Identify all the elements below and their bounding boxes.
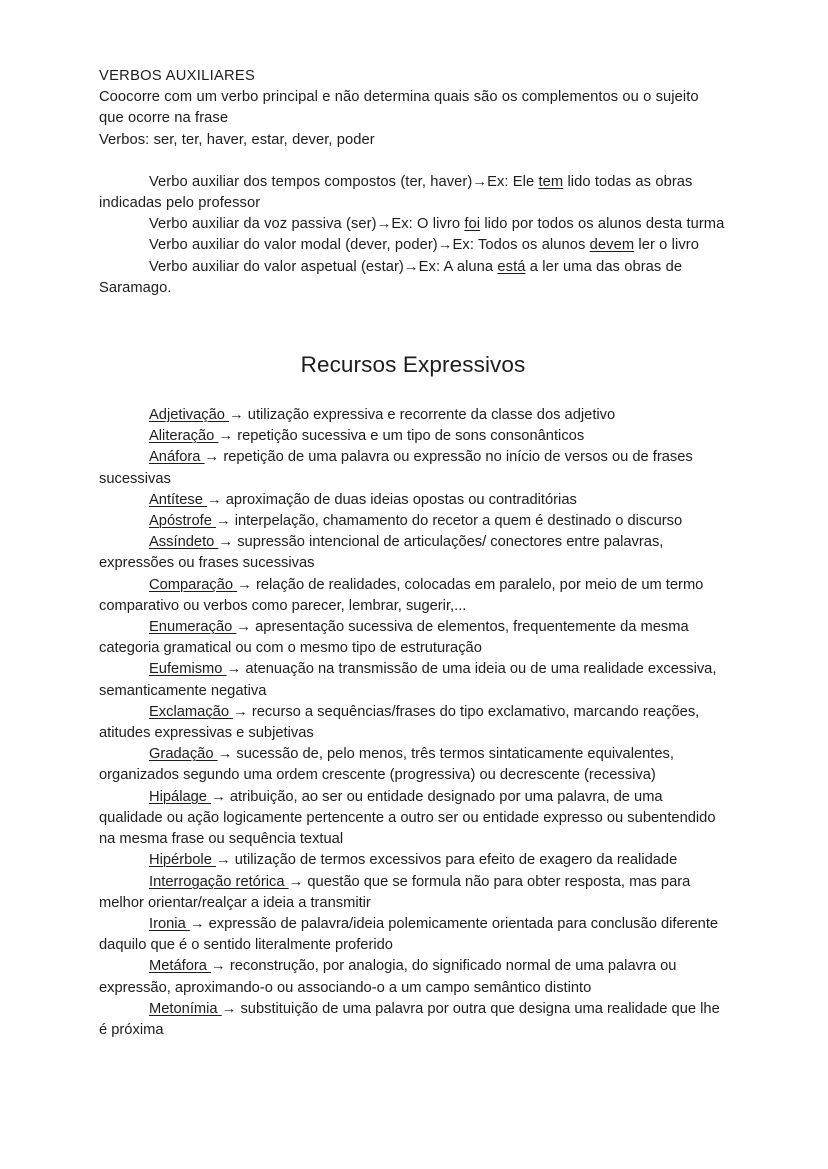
device-entry (99, 426, 727, 447)
arrow-icon: → (215, 513, 235, 530)
auxiliary-verb-example-prefix: Ex: Todos os alunos (452, 237, 590, 254)
device-definition: aproximação de duas ideias opostas ou contraditórias (225, 491, 577, 508)
arrow-icon: → (221, 1000, 241, 1017)
device-entry (99, 850, 727, 871)
device-definition: utilização de termos excessivos para efeito de exagero da realidade (234, 852, 678, 869)
auxiliary-verb-example-emphasis: está (497, 258, 526, 275)
device-entry (99, 956, 727, 998)
arrow-icon: → (206, 491, 226, 508)
arrow-icon: → (217, 746, 237, 763)
device-entry (99, 744, 727, 786)
device-definition: supressão intencional de articulações/ conectores entre palavras, expressões ou frases sucessivas (99, 534, 664, 572)
arrow-icon: → (236, 619, 256, 636)
device-term: Metonímia (149, 1000, 222, 1017)
auxiliary-verb-example-suffix: lido por todos os alunos desta turma (480, 216, 725, 233)
section-title-block (99, 351, 727, 379)
auxiliary-verb-example-prefix: Ex: O livro (391, 216, 465, 233)
arrow-icon: → (211, 958, 230, 975)
arrow-icon: → (233, 703, 252, 720)
device-entry (99, 787, 727, 851)
arrow-icon: → (376, 216, 392, 233)
device-term: Hipálage (149, 788, 212, 805)
device-term: Assíndeto (149, 534, 219, 551)
auxiliary-verb-item (99, 235, 727, 256)
device-entry (99, 659, 727, 701)
arrow-icon: → (218, 428, 238, 445)
device-term: Gradação (149, 746, 218, 763)
device-term: Adjetivação (149, 407, 230, 424)
device-definition: repetição de uma palavra ou expressão no início de versos ou de frases sucessivas (99, 449, 693, 487)
auxiliary-verbs-heading: VERBOS AUXILIARES (99, 68, 256, 84)
device-term: Exclamação (149, 703, 234, 720)
spacer (99, 151, 727, 172)
section-expressive-resources (99, 351, 727, 1041)
device-definition: utilização expressiva e recorrente da classe dos adjetivo (247, 407, 616, 424)
auxiliary-verbs-items (99, 172, 727, 299)
auxiliary-verb-label: Verbo auxiliar da voz passiva (ser) (149, 216, 377, 233)
arrow-icon: → (204, 449, 224, 466)
device-definition: recurso a sequências/frases do tipo exclamativo, marcando reações, atitudes expressivas e subjetivas (99, 703, 700, 742)
device-term: Eufemismo (149, 661, 227, 678)
device-definition: relação de realidades, colocadas em paralelo, por meio de um termo comparativo ou verbos como parecer, lembrar, sugerir,... (99, 576, 704, 614)
device-entry (99, 872, 727, 914)
auxiliary-verb-example-suffix: a ler uma das obras de Saramago. (99, 258, 683, 296)
arrow-icon: → (437, 237, 453, 254)
auxiliary-verb-label: Verbo auxiliar do valor modal (dever, poder) (149, 237, 438, 254)
expressive-devices-list (99, 405, 727, 1041)
device-term: Interrogação retórica (149, 873, 289, 890)
arrow-icon: → (218, 534, 238, 551)
auxiliary-verb-item (99, 172, 727, 214)
device-entry (99, 702, 727, 744)
device-entry (99, 575, 727, 617)
auxiliary-verb-label: Verbo auxiliar dos tempos compostos (ter, haver) (149, 173, 473, 190)
arrow-icon: → (472, 173, 488, 190)
device-definition: repetição sucessiva e um tipo de sons consonânticos (237, 428, 585, 445)
arrow-icon: → (237, 576, 256, 593)
arrow-icon: → (229, 407, 248, 424)
auxiliary-verb-label: Verbo auxiliar do valor aspetual (estar) (149, 258, 404, 275)
arrow-icon: → (215, 852, 235, 869)
document-content (99, 66, 727, 1041)
device-definition: reconstrução, por analogia, do significado normal de uma palavra ou expressão, aproximando-o ou associando-o a um campo semântico distinto (99, 958, 677, 996)
device-entry (99, 447, 727, 489)
device-definition: atenuação na transmissão de uma ideia ou de uma realidade excessiva, semanticamente negativa (99, 661, 717, 699)
arrow-icon: → (211, 788, 230, 805)
device-definition: questão que se formula não para obter resposta, mas para melhor orientar/realçar a ideia a transmitir (99, 873, 691, 911)
device-entry (99, 490, 727, 511)
device-term: Aliteração (149, 428, 219, 445)
arrow-icon: → (288, 873, 308, 890)
auxiliary-verb-example-suffix: ler o livro (634, 237, 699, 254)
auxiliary-verbs-definition: Coocorre com um verbo principal e não determina quais são os complementos ou o sujeito que ocorre na frase (99, 89, 699, 127)
device-definition: expressão de palavra/ideia polemicamente orientada para conclusão diferente daquilo que é o sentido literalmente proferido (99, 915, 719, 954)
device-entry (99, 617, 727, 659)
device-term: Comparação (149, 576, 238, 593)
section-auxiliary-verbs (99, 66, 727, 299)
device-term: Anáfora (149, 449, 205, 466)
auxiliary-verb-example-prefix: Ex: A aluna (418, 258, 498, 275)
arrow-icon: → (403, 258, 419, 275)
device-term: Metáfora (149, 958, 212, 975)
auxiliary-verb-example-prefix: Ex: Ele (487, 173, 539, 190)
device-entry (99, 532, 727, 574)
device-term: Hipérbole (149, 852, 216, 869)
auxiliary-verb-item (99, 257, 727, 299)
device-entry (99, 405, 727, 426)
auxiliary-verb-example-emphasis: devem (589, 237, 635, 254)
auxiliary-verb-example-emphasis: foi (464, 216, 481, 233)
device-definition: interpelação, chamamento do recetor a quem é destinado o discurso (234, 513, 683, 530)
device-definition: atribuição, ao ser ou entidade designado por uma palavra, de uma qualidade ou ação logicamente pertencente a outro ser ou entidade expresso ou subentendido na mesma frase ou sequência textual (99, 788, 716, 848)
device-term: Antítese (149, 491, 207, 508)
device-definition: substituição de uma palavra por outra que designa uma realidade que lhe é próxima (99, 1000, 720, 1038)
auxiliary-verbs-list: Verbos: ser, ter, haver, estar, dever, poder (99, 131, 375, 148)
device-term: Apóstrofe (149, 513, 216, 530)
auxiliary-verb-example-suffix: lido todas as obras indicadas pelo professor (99, 173, 693, 212)
page-title: Recursos Expressivos (300, 352, 526, 378)
device-definition: sucessão de, pelo menos, três termos sintaticamente equivalentes, organizados segundo uma ordem crescente (progressiva) ou decrescente (recessiva) (99, 746, 674, 784)
device-term: Enumeração (149, 619, 237, 636)
auxiliary-verb-item (99, 214, 727, 235)
device-entry (99, 511, 727, 532)
auxiliary-verb-example-emphasis: tem (538, 173, 564, 190)
arrow-icon: → (226, 661, 246, 678)
device-entry (99, 999, 727, 1041)
device-entry (99, 914, 727, 956)
device-term: Ironia (149, 915, 190, 932)
arrow-icon: → (189, 915, 209, 932)
device-definition: apresentação sucessiva de elementos, frequentemente da mesma categoria gramatical ou com o mesmo tipo de estruturação (99, 619, 689, 657)
